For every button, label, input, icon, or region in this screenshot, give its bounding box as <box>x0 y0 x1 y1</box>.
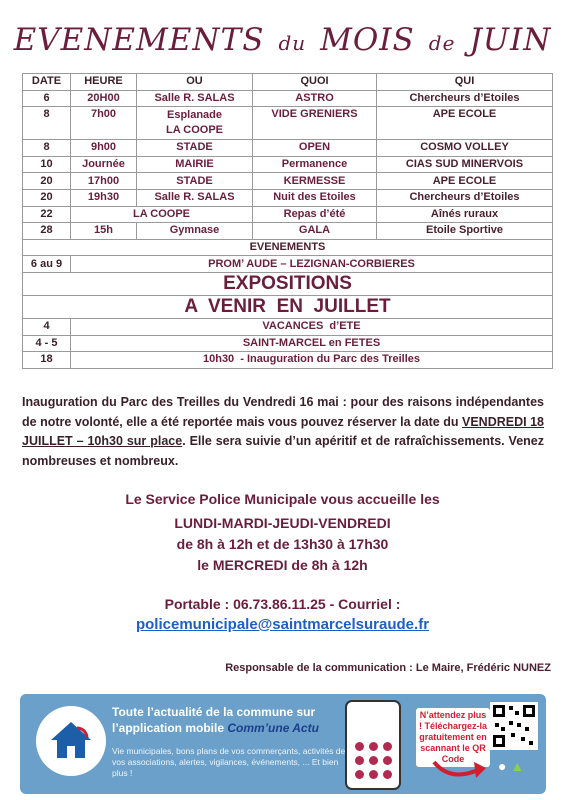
app-banner[interactable] <box>20 694 546 794</box>
banner-headline <box>112 704 372 736</box>
cell-date: 10 <box>23 156 71 173</box>
cell-quoi: OPEN <box>253 140 377 157</box>
section-label-evenements: EVENEMENTS <box>23 239 553 256</box>
cell-date: 6 au 9 <box>23 256 71 273</box>
cell-quoi: GALA <box>253 223 377 240</box>
cell-heure-ou: LA COOPE <box>71 206 253 223</box>
paragraph-text: . Elle sera suivie d’un apéritif et de rafraîchissements. Venez nombreuses et nombreux. <box>22 434 544 468</box>
cell-juillet: VACANCES d’ETE <box>71 318 553 335</box>
cell-evenement: PROM’ AUDE – LEZIGNAN-CORBIERES <box>71 256 553 273</box>
android-icon[interactable]: ▲ <box>510 758 525 774</box>
title-word: EVENEMENTS <box>13 22 265 58</box>
cell-heure: 19h30 <box>71 189 137 206</box>
cell-date: 4 <box>23 318 71 335</box>
contact-phone: Portable : 06.73.86.11.25 - Courriel : <box>164 596 401 612</box>
cell-ou <box>137 107 253 140</box>
cell-quoi: Repas d’été <box>253 206 377 223</box>
cell-date: 6 <box>23 90 71 107</box>
banner-head-text: l’application mobile <box>112 721 228 735</box>
app-tile-icon <box>355 770 364 779</box>
cell-quoi: ASTRO <box>253 90 377 107</box>
cell-heure: 15h <box>71 223 137 240</box>
cell-heure: 20H00 <box>71 90 137 107</box>
title-word: du <box>278 31 307 55</box>
cell-qui: CIAS SUD MINERVOIS <box>377 156 553 173</box>
cell-date: 18 <box>23 352 71 369</box>
section-row-expositions <box>23 272 553 295</box>
table-row <box>23 173 553 190</box>
table-row <box>23 206 553 223</box>
table-row <box>23 256 553 273</box>
cell-date: 28 <box>23 223 71 240</box>
title-word: MOIS <box>320 22 415 58</box>
page-title <box>0 22 565 58</box>
qr-code-icon[interactable] <box>490 702 538 750</box>
store-icons <box>498 758 524 774</box>
cell-juillet: 10h30 - Inauguration du Parc des Treilles <box>71 352 553 369</box>
cell-heure: 17h00 <box>71 173 137 190</box>
police-line-4: le MERCREDI de 8h à 12h <box>197 557 368 573</box>
cell-date: 20 <box>23 189 71 206</box>
email-link[interactable]: policemunicipale@saintmarcelsuraude.fr <box>135 616 430 633</box>
table-row <box>23 107 553 140</box>
app-tile-icon <box>383 770 392 779</box>
responsable-text: Responsable de la communication : Le Maire, Frédéric NUNEZ <box>225 662 551 674</box>
banner-brand: Comm’une Actu <box>227 721 319 735</box>
cell-heure: 7h00 <box>71 107 137 140</box>
cell-date: 8 <box>23 107 71 140</box>
table-row <box>23 156 553 173</box>
cell-date: 22 <box>23 206 71 223</box>
police-line-1: Le Service Police Municipale vous accueille les <box>125 491 440 507</box>
phone-illustration <box>345 700 401 790</box>
header-qui: QUI <box>377 74 553 91</box>
section-label-expositions: EXPOSITIONS <box>23 272 553 295</box>
header-date: DATE <box>23 74 71 91</box>
app-tile-icon <box>355 742 364 751</box>
banner-head-line: Toute l’actualité de la commune sur <box>112 705 316 719</box>
section-row-avenir <box>23 295 553 318</box>
header-quoi: QUOI <box>253 74 377 91</box>
cell-ou: Salle R. SALAS <box>137 189 253 206</box>
table-row <box>23 223 553 240</box>
cell-ou-line: LA COOPE <box>165 124 224 137</box>
section-label-avenir: A VENIR EN JUILLET <box>23 295 553 318</box>
banner-cta: N’attendez plus ! Téléchargez-la gratuitement en scannant le QR Code <box>416 708 490 767</box>
title-word: JUIN <box>469 22 552 58</box>
banner-head-line <box>112 720 372 736</box>
app-tile-icon <box>369 742 378 751</box>
table-row <box>23 352 553 369</box>
cell-qui: Aînés ruraux <box>377 206 553 223</box>
cell-quoi: KERMESSE <box>253 173 377 190</box>
cell-quoi: VIDE GRENIERS <box>253 107 377 140</box>
app-tile-icon <box>383 742 392 751</box>
cell-qui: COSMO VOLLEY <box>377 140 553 157</box>
title-word: de <box>428 31 456 55</box>
police-line-3: de 8h à 12h et de 13h30 à 17h30 <box>176 536 389 552</box>
cell-heure: Journée <box>71 156 137 173</box>
police-line-2: LUNDI-MARDI-JEUDI-VENDREDI <box>174 515 391 531</box>
app-tile-icon <box>369 756 378 765</box>
apple-icon[interactable]: ● <box>498 758 507 774</box>
table-row <box>23 318 553 335</box>
cell-quoi: Permanence <box>253 156 377 173</box>
app-tile-icon <box>369 770 378 779</box>
cell-qui: APE ECOLE <box>377 173 553 190</box>
cell-heure: 9h00 <box>71 140 137 157</box>
house-icon <box>47 718 95 762</box>
table-row <box>23 140 553 157</box>
app-tile-icon <box>355 756 364 765</box>
arrow-icon <box>430 756 490 784</box>
cell-date: 4 - 5 <box>23 335 71 352</box>
cell-ou: STADE <box>137 140 253 157</box>
table-row <box>23 90 553 107</box>
house-logo <box>36 706 106 776</box>
table-row <box>23 189 553 206</box>
cell-ou: STADE <box>137 173 253 190</box>
cell-ou: Salle R. SALAS <box>137 90 253 107</box>
cell-date: 8 <box>23 140 71 157</box>
cell-quoi: Nuit des Etoiles <box>253 189 377 206</box>
paragraph-text: Inauguration du Parc des Treilles du Vendredi 16 mai : pour des raisons indépendantes de notre volonté, elle a été reportée mais vous pouvez réserver la date du <box>22 395 544 429</box>
cell-date: 20 <box>23 173 71 190</box>
cell-qui: Etoile Sportive <box>377 223 553 240</box>
cell-ou-line: Esplanade <box>166 109 223 122</box>
cell-qui: APE ECOLE <box>377 107 553 140</box>
events-table <box>22 73 553 369</box>
table-header-row <box>23 74 553 91</box>
paragraph-underlined-date: VENDREDI 18 JUILLET – 10h30 sur place <box>22 414 544 448</box>
cell-ou: Gymnase <box>137 223 253 240</box>
cell-qui: Chercheurs d’Etoiles <box>377 90 553 107</box>
banner-description: Vie municipales, bons plans de vos commerçants, activités de vos associations, alertes, vigilances, événements, ... Et bien plus ! <box>112 746 346 778</box>
header-heure: HEURE <box>71 74 137 91</box>
cell-ou: MAIRIE <box>137 156 253 173</box>
inauguration-paragraph <box>22 393 544 471</box>
section-row-evenements <box>23 239 553 256</box>
app-tile-icon <box>383 756 392 765</box>
header-ou: OU <box>137 74 253 91</box>
table-row <box>23 335 553 352</box>
cell-juillet: SAINT-MARCEL en FETES <box>71 335 553 352</box>
cell-qui: Chercheurs d’Etoiles <box>377 189 553 206</box>
